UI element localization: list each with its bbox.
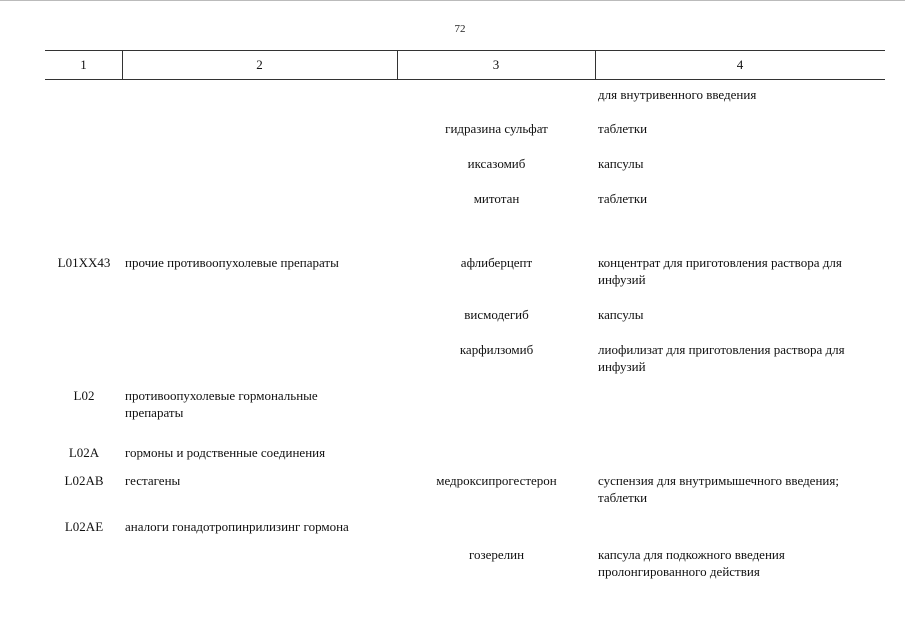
drug-name: афлиберцепт [460, 255, 533, 270]
atc-code: L02 [73, 388, 95, 403]
dosage-form: таблетки [598, 121, 648, 136]
page-number: 72 [454, 23, 466, 35]
dosage-form: суспензия для внутримышечного введения; таблетки [598, 473, 839, 505]
header-col-4: 4 [736, 57, 744, 72]
dosage-form: для внутривенного введения [598, 87, 757, 102]
atc-group: прочие противоопухолевые препараты [125, 255, 339, 270]
drug-name: карфилзомиб [459, 342, 534, 357]
header-col-2: 2 [256, 57, 263, 72]
drug-name: иксазомиб [467, 156, 526, 171]
atc-group: аналоги гонадотропинрилизинг гормона [125, 519, 349, 534]
drug-name: митотан [473, 191, 520, 206]
dosage-form: капсулы [598, 156, 644, 171]
atc-group: гормоны и родственные соединения [125, 445, 326, 460]
drug-name: висмодегиб [464, 307, 529, 322]
dosage-form: лиофилизат для приготовления раствора для инфузий [598, 342, 845, 374]
atc-group: гестагены [125, 473, 181, 488]
header-col-3: 3 [492, 57, 500, 72]
atc-code: L01XX43 [57, 255, 111, 270]
header-top-rule [45, 50, 885, 51]
dosage-form: капсулы [598, 307, 644, 322]
atc-group: противоопухолевые гормональные препараты [125, 388, 318, 420]
atc-code: L02AE [64, 519, 104, 534]
atc-code: L02A [68, 445, 100, 460]
drug-name: медроксипрогестерон [436, 473, 557, 488]
atc-code: L02AB [64, 473, 104, 488]
dosage-form: капсула для подкожного введения пролонгированного действия [598, 547, 785, 579]
scan-edge-line [0, 0, 905, 1]
drug-name: гозерелин [468, 547, 525, 562]
header-col-1: 1 [80, 57, 87, 72]
header-bottom-rule [45, 79, 885, 80]
drug-name: гидразина сульфат [445, 121, 548, 136]
dosage-form: концентрат для приготовления раствора для инфузий [598, 255, 842, 287]
dosage-form: таблетки [598, 191, 648, 206]
